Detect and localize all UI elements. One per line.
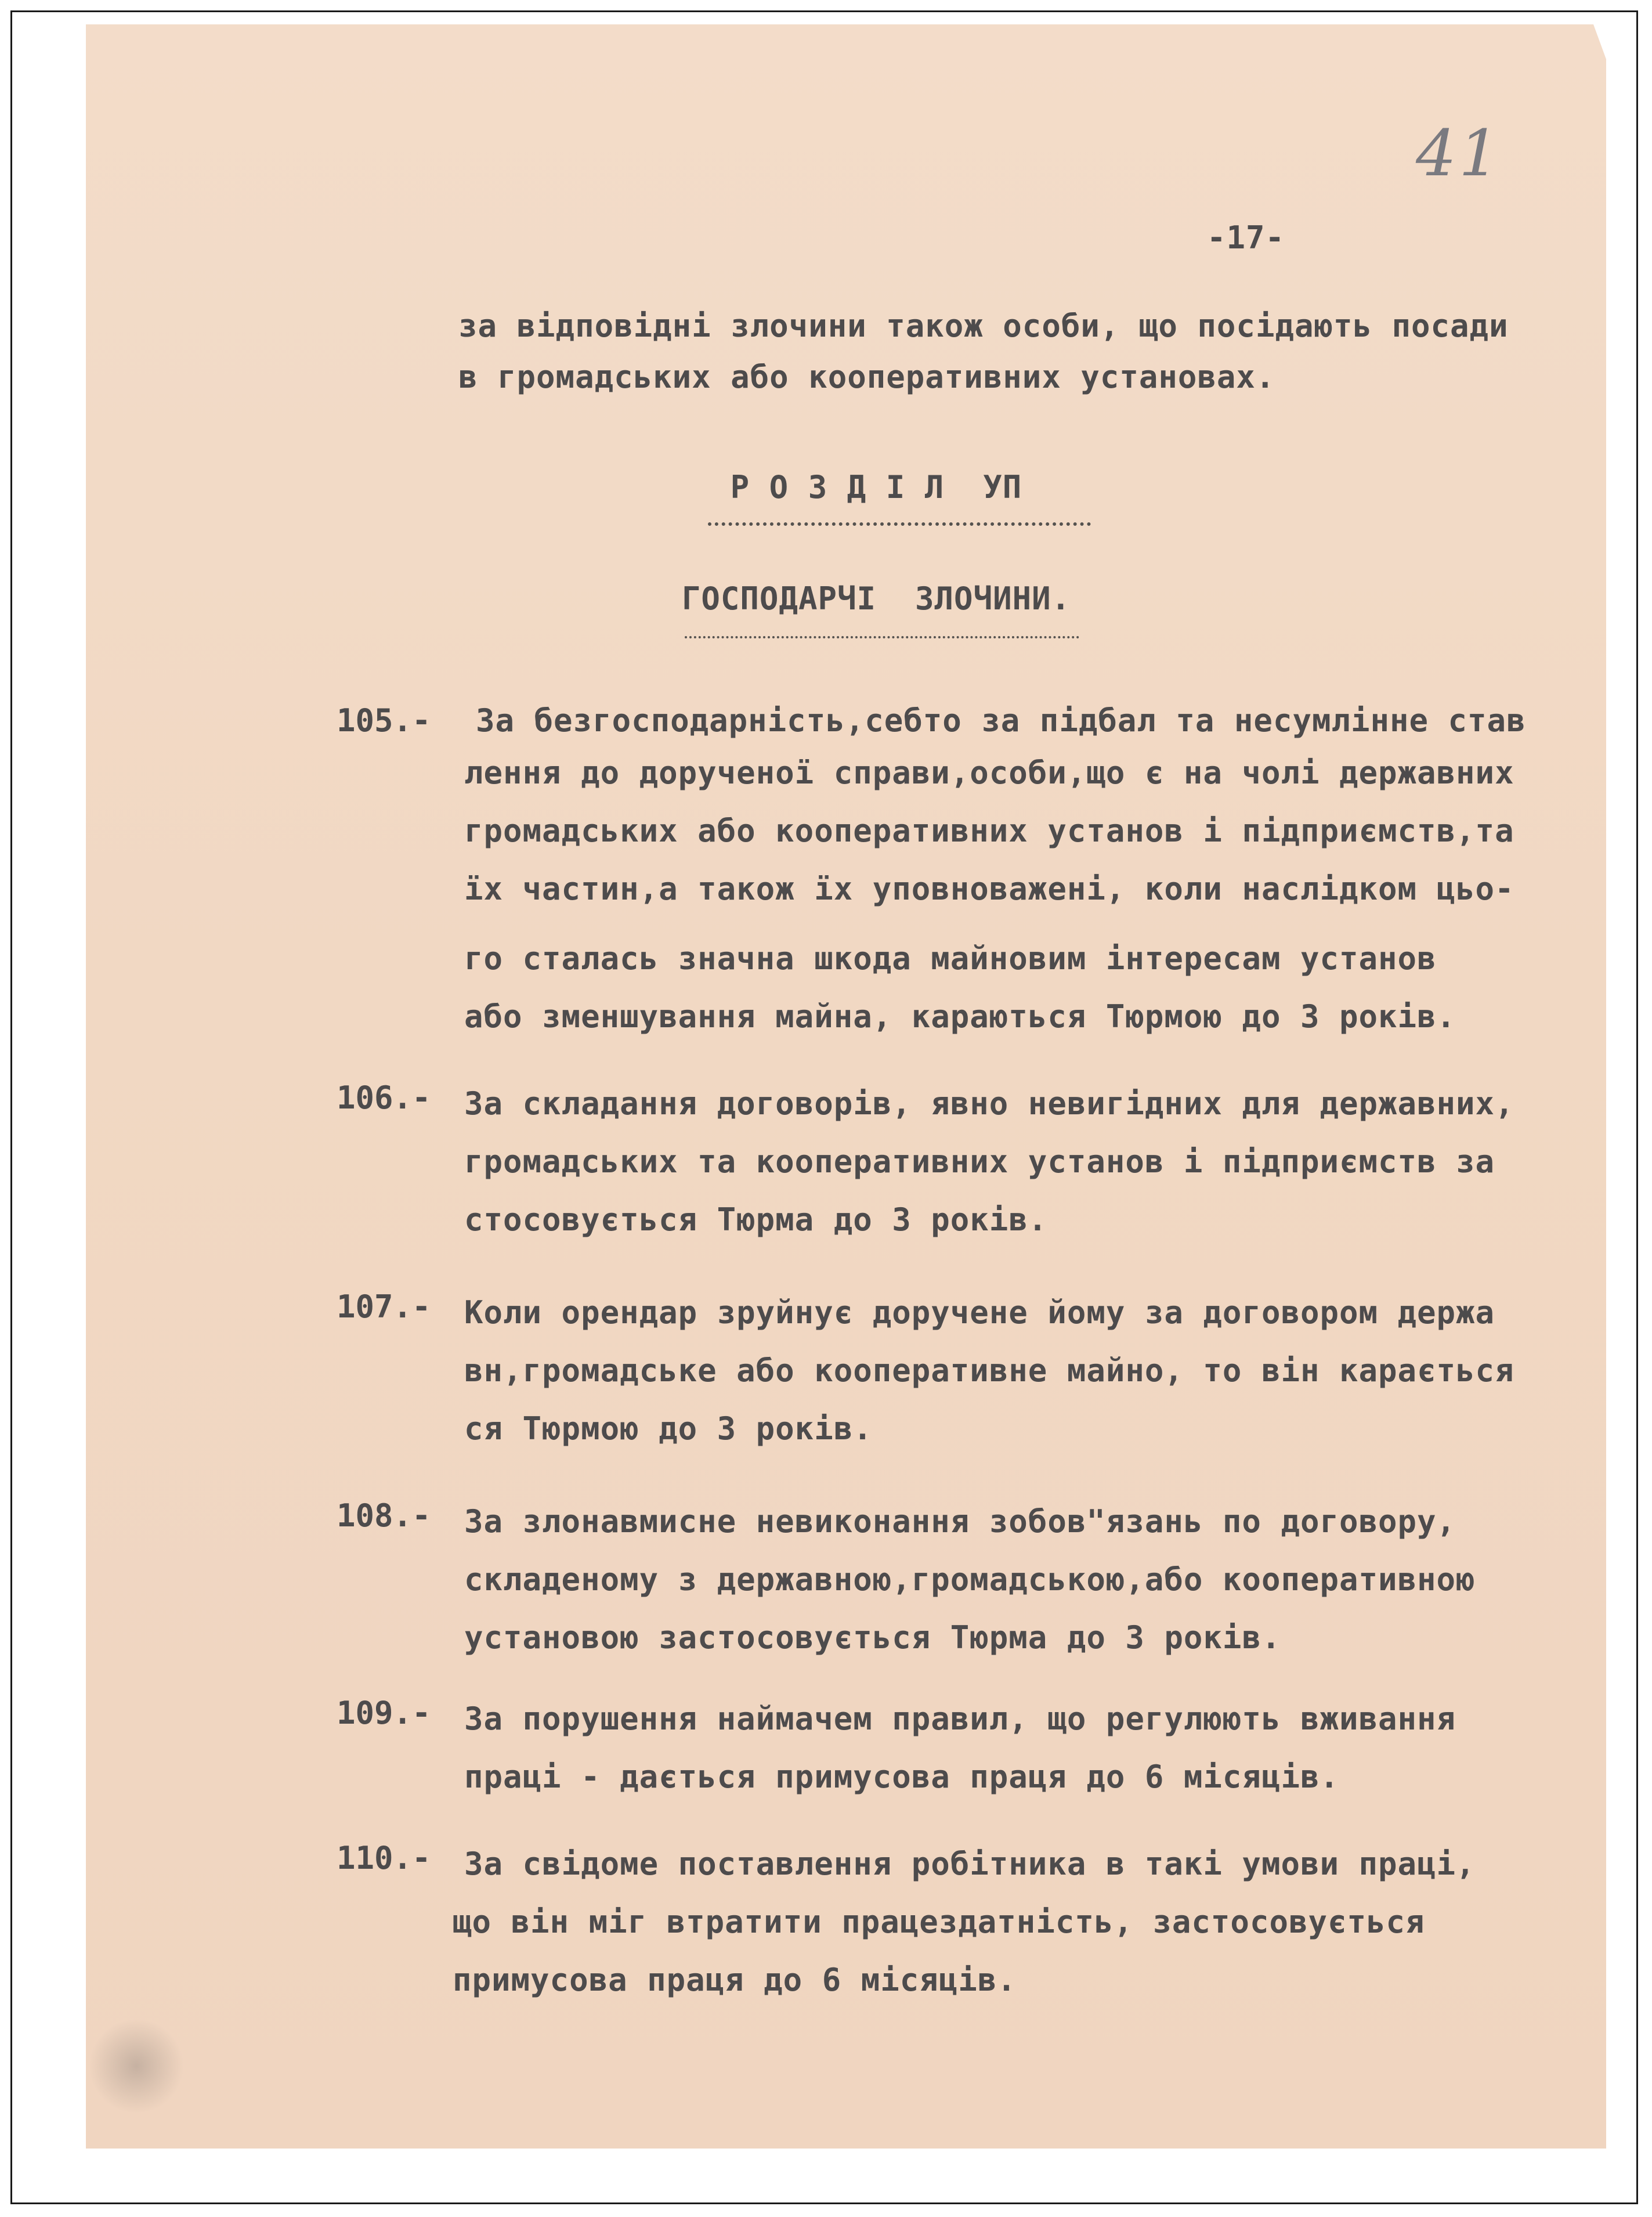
article-number: 106.- bbox=[337, 1079, 431, 1116]
article-line: ся Тюрмою до 3 років. bbox=[464, 1410, 873, 1447]
intro-line-1: за відповідні злочини також особи, що посідають посади bbox=[458, 308, 1509, 344]
article-line: вн,громадське або кооперативне майно, то він карається bbox=[464, 1352, 1514, 1389]
article-line: лення до дорученої справи,особи,що є на чолі державних bbox=[464, 754, 1514, 791]
article-line: праці - дається примусова праця до 6 місяців. bbox=[464, 1759, 1339, 1795]
handwritten-page-number: 41 bbox=[1416, 116, 1502, 190]
article-line: або зменшування майна, караються Тюрмою до 3 років. bbox=[464, 998, 1456, 1035]
article-line: го сталась значна шкода майновим інтересам установ bbox=[464, 940, 1437, 977]
article-line: установою застосовується Тюрма до 3 років. bbox=[464, 1619, 1281, 1656]
article-number: 107.- bbox=[337, 1288, 431, 1325]
article-line: За безгосподарність,себто за підбал та несумлінне став bbox=[476, 702, 1526, 739]
article-line: складеному з державною,громадською,або кооперативною bbox=[464, 1561, 1476, 1598]
article-line: громадських або кооперативних установ і підприємств,та bbox=[464, 813, 1514, 849]
article-number: 109.- bbox=[337, 1695, 431, 1731]
typed-page-number: -17- bbox=[1207, 219, 1285, 256]
intro-line-2: в громадських або кооперативних установах. bbox=[458, 359, 1275, 395]
section-title-underline bbox=[708, 522, 1091, 526]
article-number: 108.- bbox=[337, 1497, 431, 1534]
article-number: 110.- bbox=[337, 1840, 431, 1876]
article-line: їх частин,а також їх уповноважені, коли наслідком цьо- bbox=[464, 871, 1514, 907]
article-line: примусова праця до 6 місяців. bbox=[453, 1962, 1017, 1998]
article-line: За свідоме поставлення робітника в такі умови праці, bbox=[464, 1846, 1476, 1882]
article-line: громадських та кооперативних установ і підприємств за bbox=[464, 1143, 1495, 1180]
article-line: За злонавмисне невиконання зобов"язань по договору, bbox=[464, 1503, 1456, 1540]
paper-smudge bbox=[87, 2020, 186, 2113]
section-title: Р О З Д І Л УП bbox=[730, 469, 1022, 505]
article-line: стосовується Тюрма до 3 років. bbox=[464, 1201, 1048, 1238]
section-subtitle: ГОСПОДАРЧІ ЗЛОЧИНИ. bbox=[681, 580, 1071, 617]
article-number: 105.- bbox=[337, 702, 431, 739]
section-subtitle-underline bbox=[685, 636, 1079, 638]
article-line: За складання договорів, явно невигідних для державних, bbox=[464, 1085, 1514, 1122]
article-line: що він міг втратити працездатність, застосовується bbox=[453, 1904, 1425, 1940]
article-line: За порушення наймачем правил, що регулюють вживання bbox=[464, 1700, 1456, 1737]
article-line: Коли орендар зруйнує доручене йому за договором держа bbox=[464, 1294, 1495, 1331]
